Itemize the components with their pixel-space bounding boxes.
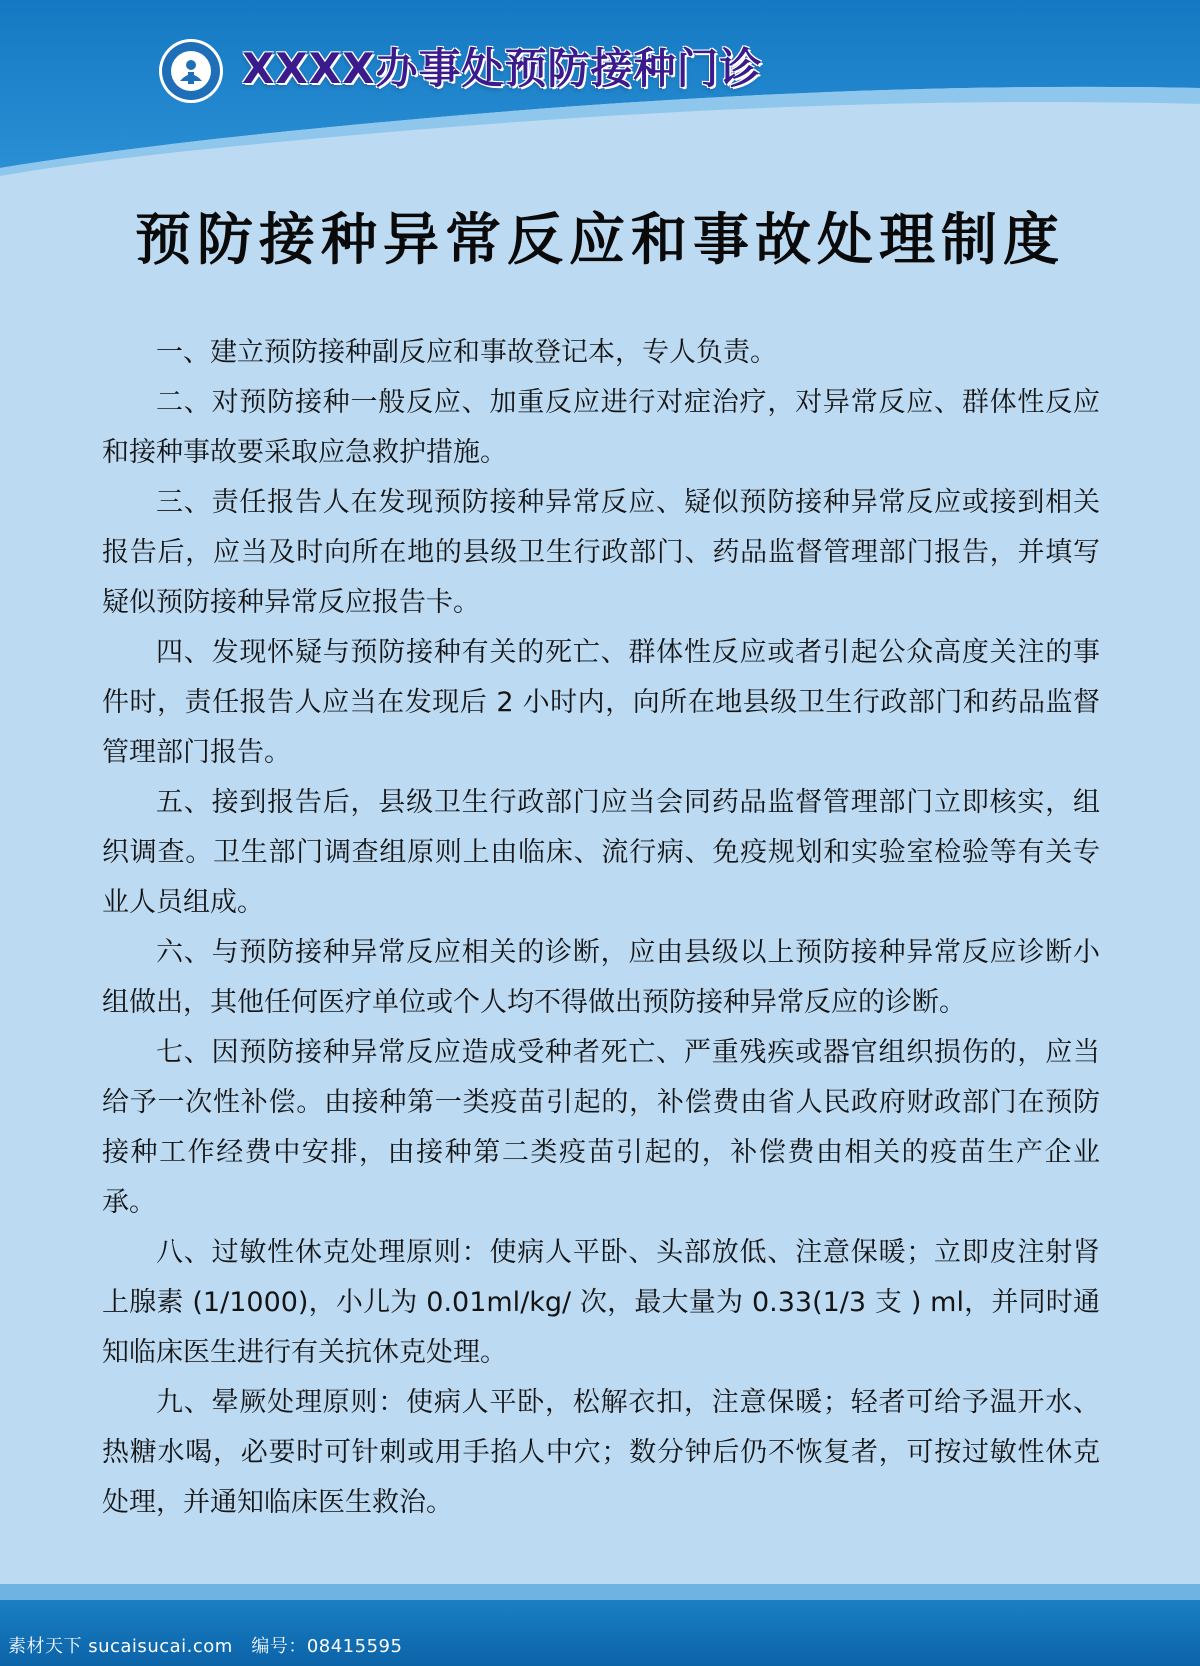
paragraph-2: 二、对预防接种一般反应、加重反应进行对症治疗，对异常反应、群体性反应和接种事故要采取应急救护措施。 [102,387,1100,468]
paragraph-6: 六、与预防接种异常反应相关的诊断，应由县级以上预防接种异常反应诊断小组做出，其他任何医疗单位或个人均不得做出预防接种异常反应的诊断。 [102,937,1100,1018]
header-title: XXXX办事处预防接种门诊 [242,44,763,93]
footer-band [0,1584,1200,1600]
paragraph-5: 五、接到报告后，县级卫生行政部门应当会同药品监督管理部门立即核实，组织调查。卫生部门调查组原则上由临床、流行病、免疫规划和实验室检验等有关专业人员组成。 [102,787,1100,918]
watermark-text: 素材天下 sucaisucai.com 编号：08415595 [8,1636,403,1657]
document-title: 预防接种异常反应和事故处理制度 [135,208,1065,273]
vaccination-emblem-icon [158,38,224,104]
paragraph-1: 一、建立预防接种副反应和事故登记本，专人负责。 [156,337,777,368]
paragraph-3: 三、责任报告人在发现预防接种异常反应、疑似预防接种异常反应或接到相关报告后，应当及时向所在地的县级卫生行政部门、药品监督管理部门报告，并填写疑似预防接种异常反应报告卡。 [102,487,1100,618]
document-body [102,328,1100,1528]
paragraph-4: 四、发现怀疑与预防接种有关的死亡、群体性反应或者引起公众高度关注的事件时，责任报告人应当在发现后 2 小时内，向所在地县级卫生行政部门和药品监督管理部门报告。 [102,637,1100,768]
paragraph-9: 九、晕厥处理原则：使病人平卧，松解衣扣，注意保暖；轻者可给予温开水、热糖水喝，必要时可针刺或用手掐人中穴；数分钟后仍不恢复者，可按过敏性休克处理，并通知临床医生救治。 [102,1387,1100,1518]
paragraph-8: 八、过敏性休克处理原则：使病人平卧、头部放低、注意保暖；立即皮注射肾上腺素 (1/1000)，小儿为 0.01ml/kg/ 次，最大量为 0.33(1/3 支 ) ml，并同时通知临床医生进行有关抗休克处理。 [102,1237,1100,1368]
paragraph-7: 七、因预防接种异常反应造成受种者死亡、严重残疾或器官组织损伤的，应当给予一次性补偿。由接种第一类疫苗引起的，补偿费由省人民政府财政部门在预防接种工作经费中安排，由接种第二类疫苗引起的，补偿费由相关的疫苗生产企业承。 [102,1037,1100,1218]
